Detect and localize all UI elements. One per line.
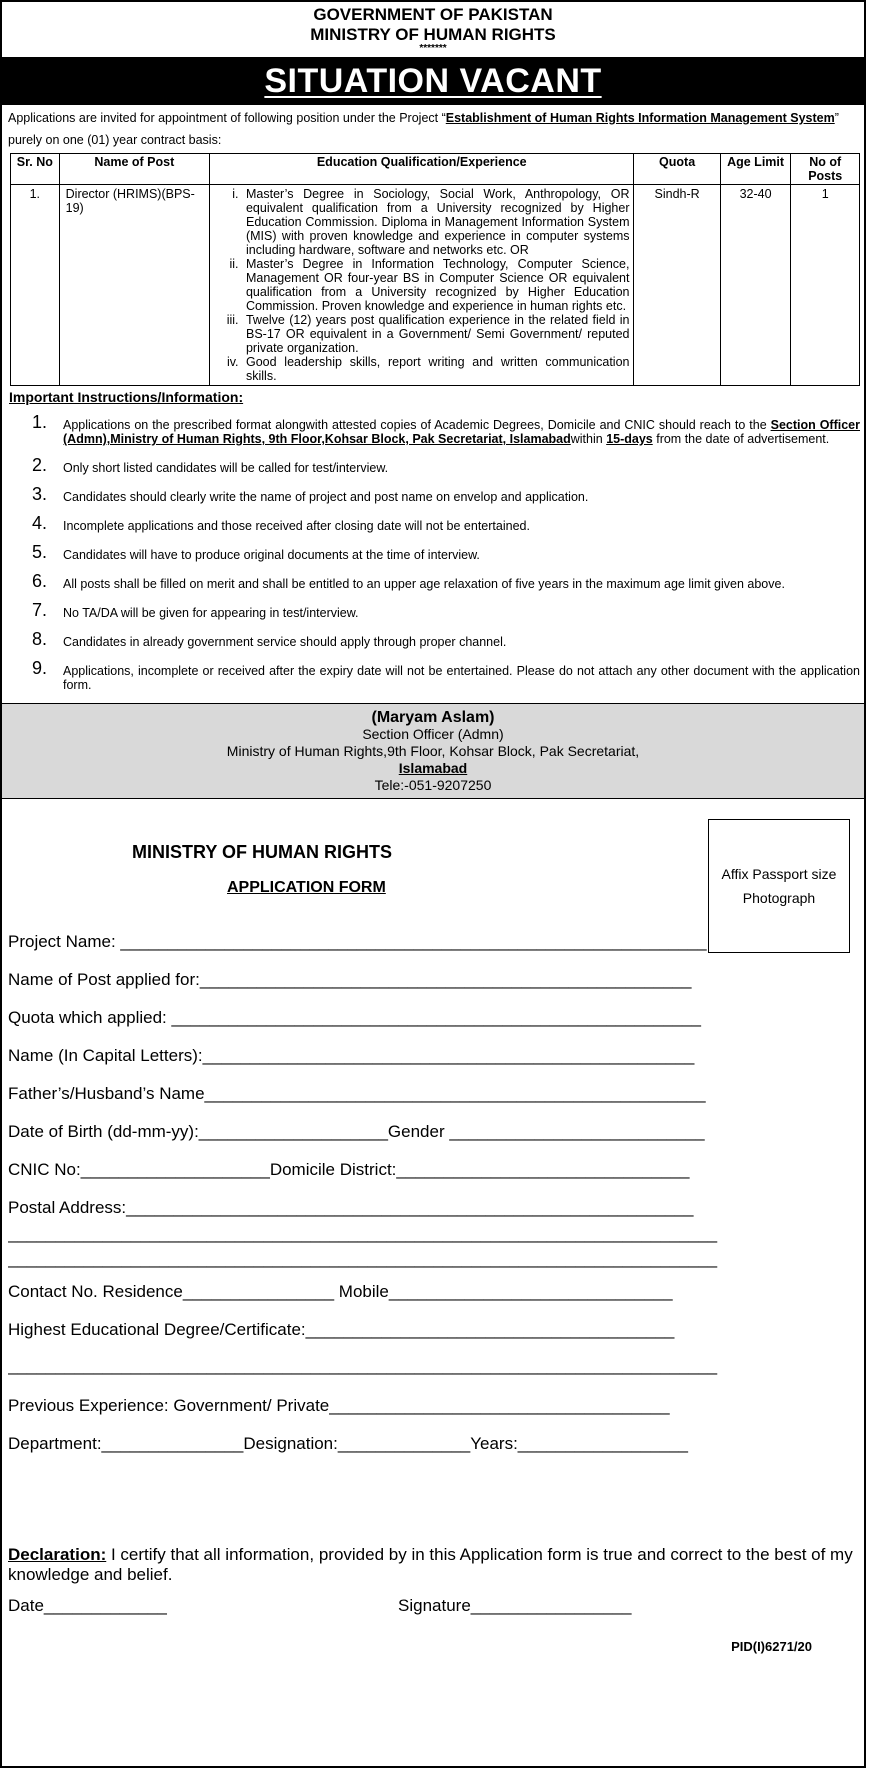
signatory-city: Islamabad [398,760,468,776]
declaration [8,1545,858,1585]
instruction-text: Candidates in already government service should apply through proper channel. [63,635,507,649]
intro-text: Applications are invited for appointment of following position under the Project “ [8,111,446,125]
instruction-number: 1. [32,412,48,432]
signatory-name: (Maryam Aslam) [371,709,495,726]
field-degree-line[interactable]: ___________________________________________________________________________ [8,1356,718,1375]
instruction-item [8,629,860,649]
field-quota[interactable]: Quota which applied: ________________________________________________________ [8,1008,701,1027]
field-project-name[interactable]: Project Name: ______________________________________________________________ [8,932,707,951]
intro-text-end: ” purely on one (01) year contract basis: [8,111,839,147]
field-date[interactable]: Date_____________ [8,1596,167,1615]
instruction-item [8,571,860,591]
form-ministry-title: MINISTRY OF HUMAN RIGHTS [132,842,392,862]
field-contact[interactable]: Contact No. Residence________________ Mobile______________________________ [8,1282,673,1301]
col-quota: Quota [634,154,720,185]
cell-qualifications [209,185,634,386]
table-row [11,185,860,386]
qualification-item: iii. Twelve (12) years post qualification experience in the related field in BS-17 OR equivalent in a Government/ Semi Government/ reputed private organization. [242,313,630,355]
instruction-item [8,600,860,620]
instruction-text: from the date of advertisement. [652,432,830,446]
instruction-text: Applications, incomplete or received after the expiry date will not be entertained. Please do not attach any other document with the application form. [63,664,860,692]
ministry-title: MINISTRY OF HUMAN RIGHTS [310,25,556,44]
instruction-item [8,412,860,446]
instruction-text: Candidates should clearly write the name of project and post name on envelop and application. [63,490,589,504]
submission-address: Section Officer (Admn),Ministry of Human Rights, 9th Floor,Kohsar Block, Pak Secretariat, Islamabad [63,418,860,446]
instruction-item [8,658,860,692]
cell-sr: 1. [11,185,60,386]
instruction-item [8,484,860,504]
field-highest-degree[interactable]: Highest Educational Degree/Certificate:_______________________________________ [8,1320,675,1339]
col-age-limit: Age Limit [720,154,791,185]
instruction-item [8,455,860,475]
instructions-list [8,412,860,692]
instruction-number: 6. [32,571,48,591]
instructions-colon: : [238,389,244,405]
instruction-number: 7. [32,600,48,620]
positions-table [10,153,860,386]
form-title: APPLICATION FORM [227,879,386,896]
instructions-title: Important Instructions/Information [9,389,239,405]
project-name: Establishment of Human Rights Information Management System [445,111,835,125]
instruction-number: 9. [32,658,48,678]
signatory-title: Section Officer (Admn) [362,726,504,742]
col-qualification: Education Qualification/Experience [209,154,634,185]
photo-label: Photograph [742,890,816,906]
col-name-of-post: Name of Post [59,154,209,185]
situation-vacant-banner [2,57,864,105]
col-sr-no: Sr. No [11,154,60,185]
intro-paragraph [2,105,864,151]
field-name[interactable]: Name (In Capital Letters):____________________________________________________ [8,1046,695,1065]
instruction-number: 4. [32,513,48,533]
declaration-label: Declaration: [8,1545,107,1564]
qualification-item: i. Master’s Degree in Sociology, Social Work, Anthropology, OR equivalent qualification from a University recognized by Higher Education Commission. Diploma in Management Information System (MIS) with proven knowledge and experience in computer systems including hardware, software and networks etc. OR [242,187,630,257]
field-post-applied[interactable]: Name of Post applied for:____________________________________________________ [8,970,692,989]
instruction-text: Incomplete applications and those received after closing date will not be entertained. [63,519,530,533]
field-department[interactable]: Department:_______________Designation:______________Years:__________________ [8,1434,688,1453]
cell-quota: Sindh-R [634,185,720,386]
cell-posts: 1 [791,185,860,386]
instruction-text: All posts shall be filled on merit and shall be entitled to an upper age relaxation of five years in the maximum age limit given above. [63,577,785,591]
signatory-block [2,703,864,799]
cell-post: Director (HRIMS)(BPS-19) [59,185,209,386]
instruction-number: 5. [32,542,48,562]
government-title: GOVERNMENT OF PAKISTAN [313,5,553,24]
instruction-text: Only short listed candidates will be called for test/interview. [63,461,389,475]
application-form [2,799,864,1669]
instruction-number: 2. [32,455,48,475]
signatory-address: Ministry of Human Rights,9th Floor, Kohsar Block, Pak Secretariat, [226,743,640,759]
signatory-phone: Tele:-051-9207250 [374,777,492,793]
instruction-item [8,513,860,533]
field-signature[interactable]: Signature_________________ [398,1596,632,1615]
field-address-line[interactable]: ___________________________________________________________________________ [8,1249,718,1268]
instruction-number: 3. [32,484,48,504]
cell-age: 32-40 [720,185,791,386]
table-header-row [11,154,860,185]
instruction-text: No TA/DA will be given for appearing in test/interview. [63,606,359,620]
field-dob-gender[interactable]: Date of Birth (dd-mm-yy):____________________Gender ___________________________ [8,1122,705,1141]
instruction-text: Applications on the prescribed format alongwith attested copies of Academic Degrees, Domicile and CNIC should reach to the [63,418,771,432]
photo-label: Affix Passport size [721,866,837,882]
field-experience[interactable]: Previous Experience: Government/ Private____________________________________ [8,1396,670,1415]
declaration-text: I certify that all information, provided by in this Application form is true and correct to the best of my knowledge and belief. [8,1545,853,1584]
field-address-line[interactable]: ___________________________________________________________________________ [8,1224,718,1243]
col-no-of-posts: No of Posts [791,154,860,185]
instruction-number: 8. [32,629,48,649]
pid-number: PID(I)6271/20 [731,1639,812,1654]
instruction-text: Candidates will have to produce original documents at the time of interview. [63,548,480,562]
header-stars: ******* [419,43,447,54]
deadline-days: 15-days [606,432,653,446]
field-postal-address[interactable]: Postal Address:____________________________________________________________ [8,1198,694,1217]
instruction-item [8,542,860,562]
header [2,2,864,45]
instructions-heading [2,386,864,408]
field-cnic-domicile[interactable]: CNIC No:____________________Domicile District:_______________________________ [8,1160,690,1179]
qualification-item: ii. Master’s Degree in Information Technology, Computer Science, Management OR four-year BS in Computer Science OR equivalent qualification from a University recognized by Higher Education Commission. Proven knowledge and experience in human rights etc. [242,257,630,313]
qualification-item: iv. Good leadership skills, report writing and written communication skills. [242,355,630,383]
instruction-text: within [570,432,607,446]
field-father-name[interactable]: Father’s/Husband’s Name_____________________________________________________ [8,1084,706,1103]
banner-text: SITUATION VACANT [264,62,602,100]
